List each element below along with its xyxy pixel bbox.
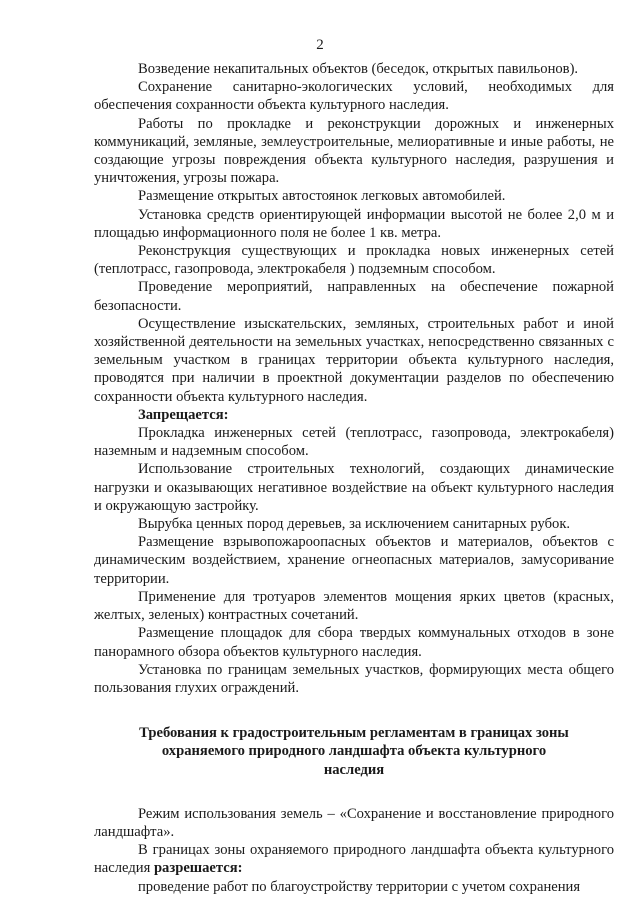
allowed-label: разрешается: <box>153 860 243 877</box>
paragraph: Работы по прокладке и реконструкции дорожных и инженерных коммуникаций, земляные, землеустроительные, мелиоративные и иные работы, не создающие угрозы повреждения объекта культурного наследия, разрушения и уничтожения, угрозы пожара. <box>94 115 614 187</box>
document-body <box>94 60 614 896</box>
section-heading-line: наследия <box>323 761 385 778</box>
paragraph: Проведение мероприятий, направленных на обеспечение пожарной безопасности. <box>94 279 614 314</box>
paragraph: Установка средств ориентирующей информации высотой не более 2,0 м и площадью информационного поля не более 1 кв. метра. <box>94 206 614 241</box>
paragraph: Осуществление изыскательских, земляных, строительных работ и иной хозяйственной деятельности на земельных участках, непосредственно связанных с земельным участком в границах территории объекта культурного наследия, проводятся при наличии в проектной документации разделов по обеспечению сохранности объекта культурного наследия. <box>94 315 614 405</box>
prohibited-item: Применение для тротуаров элементов мощения ярких цветов (красных, желтых, зеленых) контрастных сочетаний. <box>94 588 614 624</box>
allowed-intro <box>94 841 614 877</box>
prohibited-item: Установка по границам земельных участков, формирующих места общего пользования глухих ограждений. <box>94 661 614 696</box>
paragraph: Реконструкция существующих и прокладка новых инженерных сетей (теплотрасс, газопровода, электрокабеля ) подземным способом. <box>94 243 614 278</box>
paragraph: Сохранение санитарно-экологических условий, необходимых для обеспечения сохранности объекта культурного наследия. <box>94 79 614 114</box>
land-use-mode: Режим использования земель – «Сохранение и восстановление природного ландшафта». <box>94 805 614 840</box>
prohibited-item: Вырубка ценных пород деревьев, за исключением санитарных рубок. <box>138 516 571 533</box>
paragraph: Размещение открытых автостоянок легковых автомобилей. <box>138 188 506 205</box>
prohibited-item: Использование строительных технологий, создающих динамические нагрузки и оказывающих негативное воздействие на объект культурного наследия и окружающую застройку. <box>94 461 614 514</box>
allowed-intro-text: В границах зоны охраняемого природного ландшафта объекта культурного наследия <box>94 842 614 877</box>
paragraph: Возведение некапитальных объектов (беседок, открытых павильонов). <box>138 61 579 77</box>
prohibited-item: Размещение взрывопожароопасных объектов и материалов, объектов с динамическим воздействием, хранение огнеопасных материалов, замусоривание территории. <box>94 534 614 587</box>
prohibited-item: Прокладка инженерных сетей (теплотрасс, газопровода, электрокабеля) наземным и надземным способом. <box>94 425 614 460</box>
page-number: 2 <box>316 37 324 53</box>
section-heading <box>94 724 614 779</box>
paragraph: проведение работ по благоустройству территории с учетом сохранения <box>138 878 581 895</box>
section-heading-line: Требования к градостроительным регламентам в границах зоны <box>139 725 569 742</box>
section-heading-line: охраняемого природного ландшафта объекта культурного <box>161 743 547 760</box>
prohibited-label: Запрещается: <box>138 406 229 423</box>
prohibited-item: Размещение площадок для сбора твердых коммунальных отходов в зоне панорамного обзора объектов культурного наследия. <box>94 625 614 660</box>
